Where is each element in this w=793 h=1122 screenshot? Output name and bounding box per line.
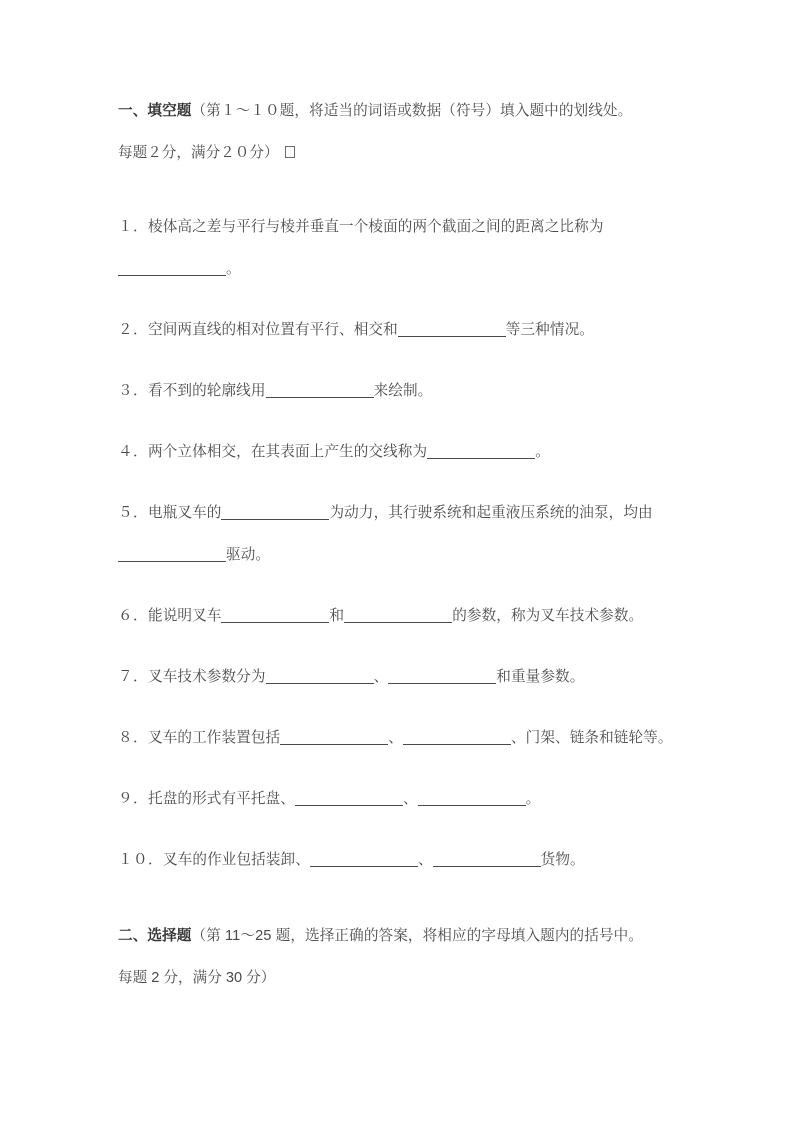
fill-in-blank-question-list bbox=[118, 212, 686, 875]
answer-blank[interactable] bbox=[266, 669, 374, 684]
question-text: 两个立体相交，在其表面上产生的交线称为 bbox=[148, 444, 428, 460]
question-number: ５． bbox=[118, 505, 148, 521]
question-number: ２． bbox=[118, 322, 148, 338]
question-line-continued bbox=[118, 540, 686, 570]
question-number: ４． bbox=[118, 444, 148, 460]
question-item bbox=[118, 437, 686, 467]
question-number: ６． bbox=[118, 608, 148, 624]
answer-blank[interactable] bbox=[266, 383, 374, 398]
question-item bbox=[118, 498, 686, 570]
question-text-mid: 和 bbox=[329, 608, 345, 624]
question-number: ８． bbox=[118, 730, 148, 746]
question-item bbox=[118, 723, 686, 753]
question-text-tail: 。 bbox=[535, 444, 550, 460]
question-text-tail: 。 bbox=[226, 261, 241, 277]
section-one-note-line1: （第１～１０题，将适当的词语或数据（符号）填入题中的划线处。 bbox=[191, 103, 633, 119]
answer-blank[interactable] bbox=[221, 608, 329, 623]
question-line bbox=[118, 601, 686, 631]
answer-blank[interactable] bbox=[403, 730, 511, 745]
question-text: 空间两直线的相对位置有平行、相交和 bbox=[148, 322, 398, 338]
question-number: １０． bbox=[118, 852, 163, 868]
question-item bbox=[118, 376, 686, 406]
question-number: １． bbox=[118, 219, 148, 235]
section-two-note-line2: 每题 2 分，满分 30 分） bbox=[118, 970, 276, 986]
question-line bbox=[118, 315, 686, 345]
question-text-tail: 。 bbox=[525, 791, 541, 807]
section-one-note-line2: 每题２分，满分２０分） bbox=[118, 145, 279, 161]
question-text-tail: 和重量参数。 bbox=[496, 669, 585, 685]
question-item bbox=[118, 212, 686, 284]
question-text-tail: 等三种情况。 bbox=[505, 322, 594, 338]
question-line bbox=[118, 723, 686, 753]
answer-blank[interactable] bbox=[118, 547, 226, 562]
question-number: ３． bbox=[118, 383, 148, 399]
question-item bbox=[118, 601, 686, 631]
section-two-title: 二、选择题 bbox=[118, 928, 192, 944]
answer-blank[interactable] bbox=[344, 608, 452, 623]
question-text-mid: 、 bbox=[373, 669, 389, 685]
question-number: ９． bbox=[118, 791, 148, 807]
document-content bbox=[118, 96, 686, 993]
answer-blank[interactable] bbox=[118, 261, 226, 276]
question-text: 电瓶叉车的 bbox=[148, 505, 222, 521]
question-text-tail: 货物。 bbox=[540, 852, 585, 868]
question-text-tail: 驱动。 bbox=[226, 547, 271, 563]
question-text-mid: 为动力，其行驶系统和起重液压系统的油泵，均由 bbox=[329, 505, 653, 521]
question-line bbox=[118, 437, 686, 467]
question-line bbox=[118, 498, 686, 528]
question-text: 叉车技术参数分为 bbox=[148, 669, 266, 685]
question-text: 看不到的轮廓线用 bbox=[148, 383, 266, 399]
missing-glyph-box-icon bbox=[285, 146, 295, 158]
question-item bbox=[118, 845, 686, 875]
question-text-tail: 、门架、链条和链轮等。 bbox=[510, 730, 673, 746]
question-text: 托盘的形式有平托盘、 bbox=[148, 791, 295, 807]
answer-blank[interactable] bbox=[295, 791, 403, 806]
section-one-heading bbox=[118, 96, 686, 126]
question-text-mid: 、 bbox=[417, 852, 433, 868]
answer-blank[interactable] bbox=[221, 505, 329, 520]
answer-blank[interactable] bbox=[418, 791, 526, 806]
answer-blank[interactable] bbox=[398, 322, 506, 337]
answer-blank[interactable] bbox=[433, 852, 541, 867]
answer-blank[interactable] bbox=[280, 730, 388, 745]
question-item bbox=[118, 662, 686, 692]
answer-blank[interactable] bbox=[310, 852, 418, 867]
section-one-title: 一、填空题 bbox=[118, 103, 192, 119]
question-line-continued bbox=[118, 254, 686, 284]
question-text-tail: 的参数，称为叉车技术参数。 bbox=[452, 608, 644, 624]
question-text-mid: 、 bbox=[402, 791, 418, 807]
answer-blank[interactable] bbox=[388, 669, 496, 684]
question-number: ７． bbox=[118, 669, 148, 685]
question-text: 能说明叉车 bbox=[148, 608, 222, 624]
question-item bbox=[118, 784, 686, 814]
section-two-note-line2-row bbox=[118, 963, 686, 993]
question-line bbox=[118, 784, 686, 814]
question-line bbox=[118, 212, 686, 242]
section-two-note-line1: （第 11～25 题，选择正确的答案，将相应的字母填入题内的括号中。 bbox=[191, 928, 644, 944]
section-one-note-line2-row bbox=[118, 138, 686, 168]
question-text: 棱体高之差与平行与棱并垂直一个棱面的两个截面之间的距离之比称为 bbox=[148, 219, 604, 235]
question-line bbox=[118, 845, 686, 875]
section-two-heading bbox=[118, 921, 686, 951]
question-item bbox=[118, 315, 686, 345]
question-text-mid: 、 bbox=[388, 730, 403, 746]
answer-blank[interactable] bbox=[427, 444, 535, 459]
question-text: 叉车的工作装置包括 bbox=[148, 730, 281, 746]
question-text: 叉车的作业包括装卸、 bbox=[162, 852, 310, 868]
question-text-tail: 来绘制。 bbox=[373, 383, 433, 399]
question-line bbox=[118, 376, 686, 406]
question-line bbox=[118, 662, 686, 692]
